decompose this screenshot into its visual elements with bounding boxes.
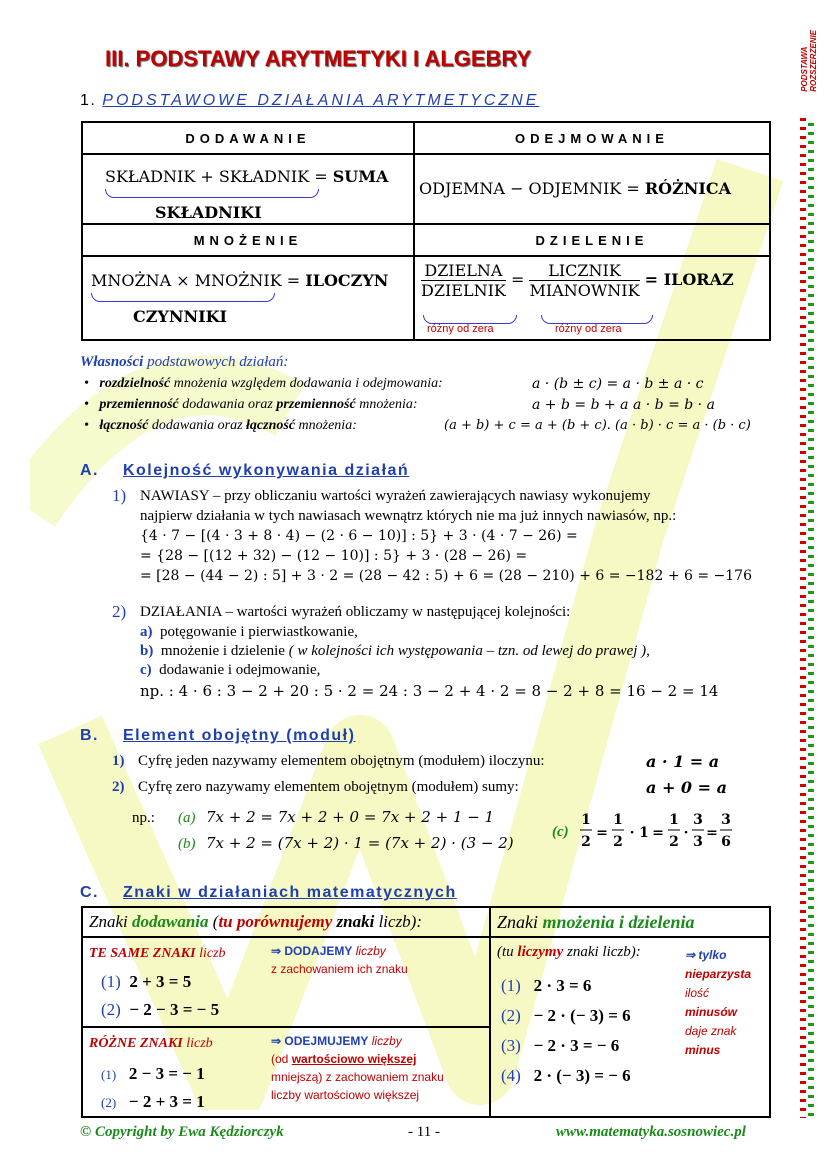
prop-2-rest2: mnożenia: xyxy=(355,397,418,412)
section-c-title: Znaki w działaniach matematycznych xyxy=(122,884,457,901)
div-eq: = xyxy=(510,270,525,289)
props-intro-rest: podstawowych działań: xyxy=(143,354,289,370)
mul-rule xyxy=(685,946,751,1060)
div-cell xyxy=(414,256,770,340)
diff-rule-3: mniejszą) z zachowaniem znaku xyxy=(271,1070,444,1084)
add-plus: + xyxy=(200,167,214,186)
section-b-label: B. xyxy=(80,727,99,744)
a2-text: DZIAŁANIA – wartości wyrażeń obliczamy w następującej kolejności: xyxy=(140,604,571,620)
b-ex-b-label: (b) xyxy=(178,836,196,852)
sidebar-decoration xyxy=(800,8,820,1116)
b-ex-c-fractions xyxy=(578,806,738,856)
slh-p3: ( xyxy=(208,912,219,931)
footer-website-link[interactable]: www.matematyka.sosnowiec.pl xyxy=(556,1124,746,1140)
b1-text: Cyfrę jeden nazywamy elementem obojętnym (modułem) iloczynu: xyxy=(138,753,545,769)
srh-p1: Znaki xyxy=(497,912,543,932)
diff-ex-1-n: (1) xyxy=(101,1067,117,1082)
add-cell xyxy=(82,154,414,224)
slh-p4: tu xyxy=(218,912,233,931)
a2-item-b xyxy=(140,643,650,660)
prop-2-bold: przemienność xyxy=(99,397,179,412)
sub-cell xyxy=(414,154,770,224)
mul-hdr2: liczymy xyxy=(517,944,564,960)
add-result: SUMA xyxy=(332,167,389,186)
b-ex-c-label: (c) xyxy=(552,824,569,840)
section-c-label: C. xyxy=(80,884,99,901)
div-frac-1 xyxy=(421,261,506,300)
mul-cell xyxy=(82,256,414,340)
section-1-title: PODSTAWOWE DZIAŁANIA ARYTMETYCZNE xyxy=(102,92,540,109)
a1-number: 1) xyxy=(112,486,127,505)
b1-number: 1) xyxy=(112,753,125,769)
svg-text:1: 1 xyxy=(581,812,591,828)
operations-table xyxy=(81,121,771,341)
div-formula xyxy=(421,261,734,300)
svg-text:·: · xyxy=(683,825,689,841)
b-np: np.: xyxy=(132,810,155,826)
prop-2-bold2: przemienność xyxy=(276,397,356,412)
a1-eq-1: {4 · 7 − [(4 · 3 + 8 · 4) − (2 · 6 − 10)] : 5} + 3 · (4 · 7 − 26) = xyxy=(140,528,578,544)
mul-text: MNOŻNA × MNOŻNIK = xyxy=(91,271,301,290)
diff-ex-2-n: (2) xyxy=(101,1095,117,1110)
mul-hdr xyxy=(497,944,641,961)
svg-text:2: 2 xyxy=(581,834,591,850)
same-ex-2-t: − 2 − 3 = − 5 xyxy=(129,1000,220,1019)
signs-left-header-text xyxy=(89,912,422,932)
slh-p2: dodawania xyxy=(131,912,209,931)
section-b-heading xyxy=(80,727,355,745)
div-den2: MIANOWNIK xyxy=(529,281,640,300)
a1-eq-3: = [28 − (44 − 2) : 5] + 3 · 2 = (28 − 42 : 5) + 6 = (28 − 210) + 6 = −182 + 6 = −176 xyxy=(140,568,752,584)
mul-ex-1 xyxy=(501,976,591,996)
diff-signs-cell xyxy=(82,1027,490,1117)
footer-page-number: - 11 - xyxy=(408,1124,440,1140)
mul-ex-4-n: (4) xyxy=(501,1066,521,1085)
a1-eq-2: = {28 − [(12 + 32) − (12 − 10)] : 5} + 3 · (28 − 26) = xyxy=(140,548,528,564)
same-rule1b: liczby xyxy=(352,944,386,958)
diff-rule2a: (od xyxy=(271,1052,292,1066)
sub-formula xyxy=(419,179,731,198)
same-rule1: ⇒ DODAJEMY xyxy=(271,944,353,958)
same-ex-2 xyxy=(101,1000,219,1020)
prop-3-bold2: łączność xyxy=(246,418,296,433)
svg-text:=: = xyxy=(652,825,664,841)
svg-text:3: 3 xyxy=(721,812,731,828)
mul-hdr3: znaki liczb): xyxy=(563,944,641,960)
same-ex-1-n: (1) xyxy=(101,972,121,991)
b1-formula: a · 1 = a xyxy=(646,752,720,771)
slh-p8: liczb): xyxy=(374,912,423,931)
svg-text:1: 1 xyxy=(639,825,649,841)
same-signs-cell xyxy=(82,937,490,1027)
b-ex-a: 7x + 2 = 7x + 2 + 0 = 7x + 2 + 1 − 1 xyxy=(206,808,495,826)
signs-table xyxy=(81,906,771,1118)
prop-3-rest: dodawania oraz xyxy=(148,418,247,433)
div-header: DZIELENIE xyxy=(414,224,770,256)
mul-rule-0: ⇒ tylko xyxy=(685,948,727,962)
prop-2-rest: dodawania oraz xyxy=(178,397,277,412)
add-eq: = xyxy=(314,167,328,186)
diff-label-line xyxy=(89,1036,213,1052)
a2-c-label: c) xyxy=(140,662,152,678)
sub-header: ODEJMOWANIE xyxy=(414,122,770,154)
b2-formula: a + 0 = a xyxy=(646,778,727,797)
same-rule-1 xyxy=(271,944,386,958)
div-frac-2 xyxy=(529,261,639,300)
diff-ex-1-t: 2 − 3 = − 1 xyxy=(128,1064,205,1083)
mul-rule-2: ilość xyxy=(685,986,710,1000)
a2-item-c xyxy=(140,662,320,679)
section-b-title: Element obojętny (moduł) xyxy=(122,727,356,744)
same-ex-1 xyxy=(101,972,191,992)
section-1-heading xyxy=(80,92,539,110)
signs-left-header xyxy=(82,907,490,937)
svg-text:3: 3 xyxy=(693,834,703,850)
svg-text:3: 3 xyxy=(693,812,703,828)
diff-ex-2-t: − 2 + 3 = 1 xyxy=(128,1092,205,1111)
add-term2: SKŁADNIK xyxy=(218,167,310,186)
sidebar-label xyxy=(800,30,818,92)
mul-hdr1: (tu xyxy=(497,944,518,960)
div-note-1: różny od zera xyxy=(427,323,494,335)
prop-item-3: • łączność dodawania oraz łączność mnożenia: xyxy=(84,418,357,433)
prop-item-1: • rozdzielność mnożenia względem dodawania i odejmowania: xyxy=(84,376,443,391)
svg-text:=: = xyxy=(706,825,718,841)
div-num1: DZIELNA xyxy=(421,261,506,281)
signs-right-header-text xyxy=(497,912,695,933)
a2-b-note: ( w kolejności ich występowania – tzn. od lewej do prawej ), xyxy=(288,643,650,659)
div-den1: DZIELNIK xyxy=(421,281,506,300)
sub-result: RÓŻNICA xyxy=(644,179,732,198)
mul-ex-1-n: (1) xyxy=(501,976,521,995)
prop-3-rest2: mnożenia: xyxy=(295,418,357,433)
div-note-2: różny od zera xyxy=(555,323,622,335)
diff-rule-1 xyxy=(271,1034,402,1048)
add-brace xyxy=(105,189,319,198)
mul-formula xyxy=(91,271,388,290)
svg-text:2: 2 xyxy=(613,834,623,850)
prop-1-rest: mnożenia względem dodawania i odejmowania: xyxy=(170,376,443,391)
diff-label: RÓŻNE ZNAKI xyxy=(89,1036,183,1051)
b-ex-b: 7x + 2 = (7x + 2) · 1 = (7x + 2) · (3 − 2) xyxy=(206,834,514,852)
mul-ex-3 xyxy=(501,1036,619,1056)
mul-ex-1-t: 2 · 3 = 6 xyxy=(533,976,592,995)
sidebar-label-2: ROZSZERZENIE xyxy=(809,30,818,92)
svg-text:1: 1 xyxy=(613,812,623,828)
prop-1-formula: a · (b ± c) = a · b ± a · c xyxy=(532,376,704,392)
sub-text: ODJEMNA − ODJEMNIK = xyxy=(419,179,640,198)
diff-suffix: liczb xyxy=(182,1036,213,1051)
sidebar-dots-red xyxy=(800,118,806,1118)
add-header: DODAWANIE xyxy=(82,122,414,154)
section-a-title: Kolejność wykonywania działań xyxy=(122,462,410,479)
diff-rule-2 xyxy=(271,1052,416,1066)
page-title: III. PODSTAWY ARYTMETYKI I ALGEBRY xyxy=(105,46,532,71)
section-a-heading xyxy=(80,462,409,480)
same-label-line xyxy=(89,946,226,962)
svg-text:1: 1 xyxy=(669,812,679,828)
a2-item-a xyxy=(140,624,358,641)
mul-ex-2-n: (2) xyxy=(501,1006,521,1025)
srh-p2: mnożenia i dzielenia xyxy=(542,912,695,932)
sidebar-label-1: PODSTAWA xyxy=(800,46,809,92)
slh-p1: Znaki xyxy=(89,912,132,931)
sidebar-dots-green xyxy=(808,123,814,1118)
svg-text:2: 2 xyxy=(669,834,679,850)
props-intro-bold: Własności xyxy=(80,354,144,370)
mul-rule-3: minusów xyxy=(685,1005,738,1019)
mul-ex-3-t: − 2 · 3 = − 6 xyxy=(533,1036,620,1055)
slh-p6: porównujemy xyxy=(236,912,333,931)
prop-1-bold: rozdzielność xyxy=(99,376,171,391)
mul-ex-4-t: 2 · (− 3) = − 6 xyxy=(533,1066,631,1085)
a2-b-text: mnożenie i dzielenie xyxy=(160,643,289,659)
same-suffix: liczb xyxy=(195,946,226,961)
add-formula xyxy=(105,167,388,186)
diff-rule-4: liczby wartościowo większej xyxy=(271,1088,420,1102)
b2-text: Cyfrę zero nazywamy elementem obojętnym (modułem) sumy: xyxy=(138,779,519,795)
mul-signs-cell xyxy=(490,937,770,1117)
a2-a-text: potęgowanie i pierwiastkowanie, xyxy=(160,624,358,640)
mul-rule-5: minus xyxy=(685,1043,721,1057)
b-ex-a-label: (a) xyxy=(178,810,196,826)
prop-item-2: • przemienność dodawania oraz przemienność mnożenia: xyxy=(84,397,418,412)
svg-text:·: · xyxy=(629,825,635,841)
a2-number: 2) xyxy=(112,602,127,621)
div-num2: LICZNIK xyxy=(529,261,639,281)
a2-example: np. : 4 · 6 : 3 − 2 + 20 : 5 · 2 = 24 : 3 − 2 + 4 · 2 = 8 − 2 + 8 = 16 − 2 = 14 xyxy=(140,682,719,700)
section-c-heading xyxy=(80,884,457,902)
prop-2-formula: a + b = b + a a · b = b · a xyxy=(532,397,715,413)
a2-c-text: dodawanie i odejmowanie, xyxy=(159,662,321,678)
prop-3-bold: łączność xyxy=(99,418,149,433)
mul-ex-3-n: (3) xyxy=(501,1036,521,1055)
svg-text:=: = xyxy=(596,825,608,841)
props-intro xyxy=(80,354,288,371)
a2-a-label: a) xyxy=(140,624,153,640)
diff-rule1: ⇒ ODEJMUJEMY xyxy=(271,1034,369,1048)
svg-text:6: 6 xyxy=(721,834,731,850)
mul-brace-label: CZYNNIKI xyxy=(133,307,227,326)
same-rule-2: z zachowaniem ich znaku xyxy=(271,962,408,976)
div-result: = ILORAZ xyxy=(644,270,734,289)
same-ex-1-t: 2 + 3 = 5 xyxy=(129,972,192,991)
a1-text-2: najpierw działania w tych nawiasach wewnątrz których nie ma już innych nawiasów, np.: xyxy=(140,508,677,524)
add-term1: SKŁADNIK xyxy=(105,167,196,186)
mul-ex-2 xyxy=(501,1006,631,1026)
add-brace-label: SKŁADNIKI xyxy=(155,203,262,222)
slh-p7: znaki xyxy=(332,912,375,931)
mul-ex-2-t: − 2 · (− 3) = 6 xyxy=(533,1006,631,1025)
a1-text-1: NAWIASY – przy obliczaniu wartości wyrażeń zawierających nawiasy wykonujemy xyxy=(140,488,651,504)
diff-ex-2 xyxy=(101,1092,205,1112)
prop-3-formula: (a + b) + c = a + (b + c). (a · b) · c = a · (b · c) xyxy=(444,418,751,433)
mul-rule-1: nieparzysta xyxy=(685,967,752,981)
footer-copyright: © Copyright by Ewa Kędziorczyk xyxy=(80,1124,284,1140)
diff-rule1b: liczby xyxy=(368,1034,402,1048)
section-a-label: A. xyxy=(80,462,99,479)
mul-header: MNOŻENIE xyxy=(82,224,414,256)
signs-right-header xyxy=(490,907,770,937)
mul-result: ILOCZYN xyxy=(305,271,389,290)
diff-rule2b: wartościowo większej xyxy=(291,1052,417,1066)
b2-number: 2) xyxy=(112,779,125,795)
mul-rule-4: daje znak xyxy=(685,1024,737,1038)
section-1-number: 1. xyxy=(80,92,97,109)
same-label: TE SAME ZNAKI xyxy=(89,946,196,961)
same-ex-2-n: (2) xyxy=(101,1000,121,1019)
a2-b-label: b) xyxy=(140,643,154,659)
mul-brace xyxy=(91,293,275,302)
diff-ex-1 xyxy=(101,1064,205,1084)
mul-ex-4 xyxy=(501,1066,631,1086)
